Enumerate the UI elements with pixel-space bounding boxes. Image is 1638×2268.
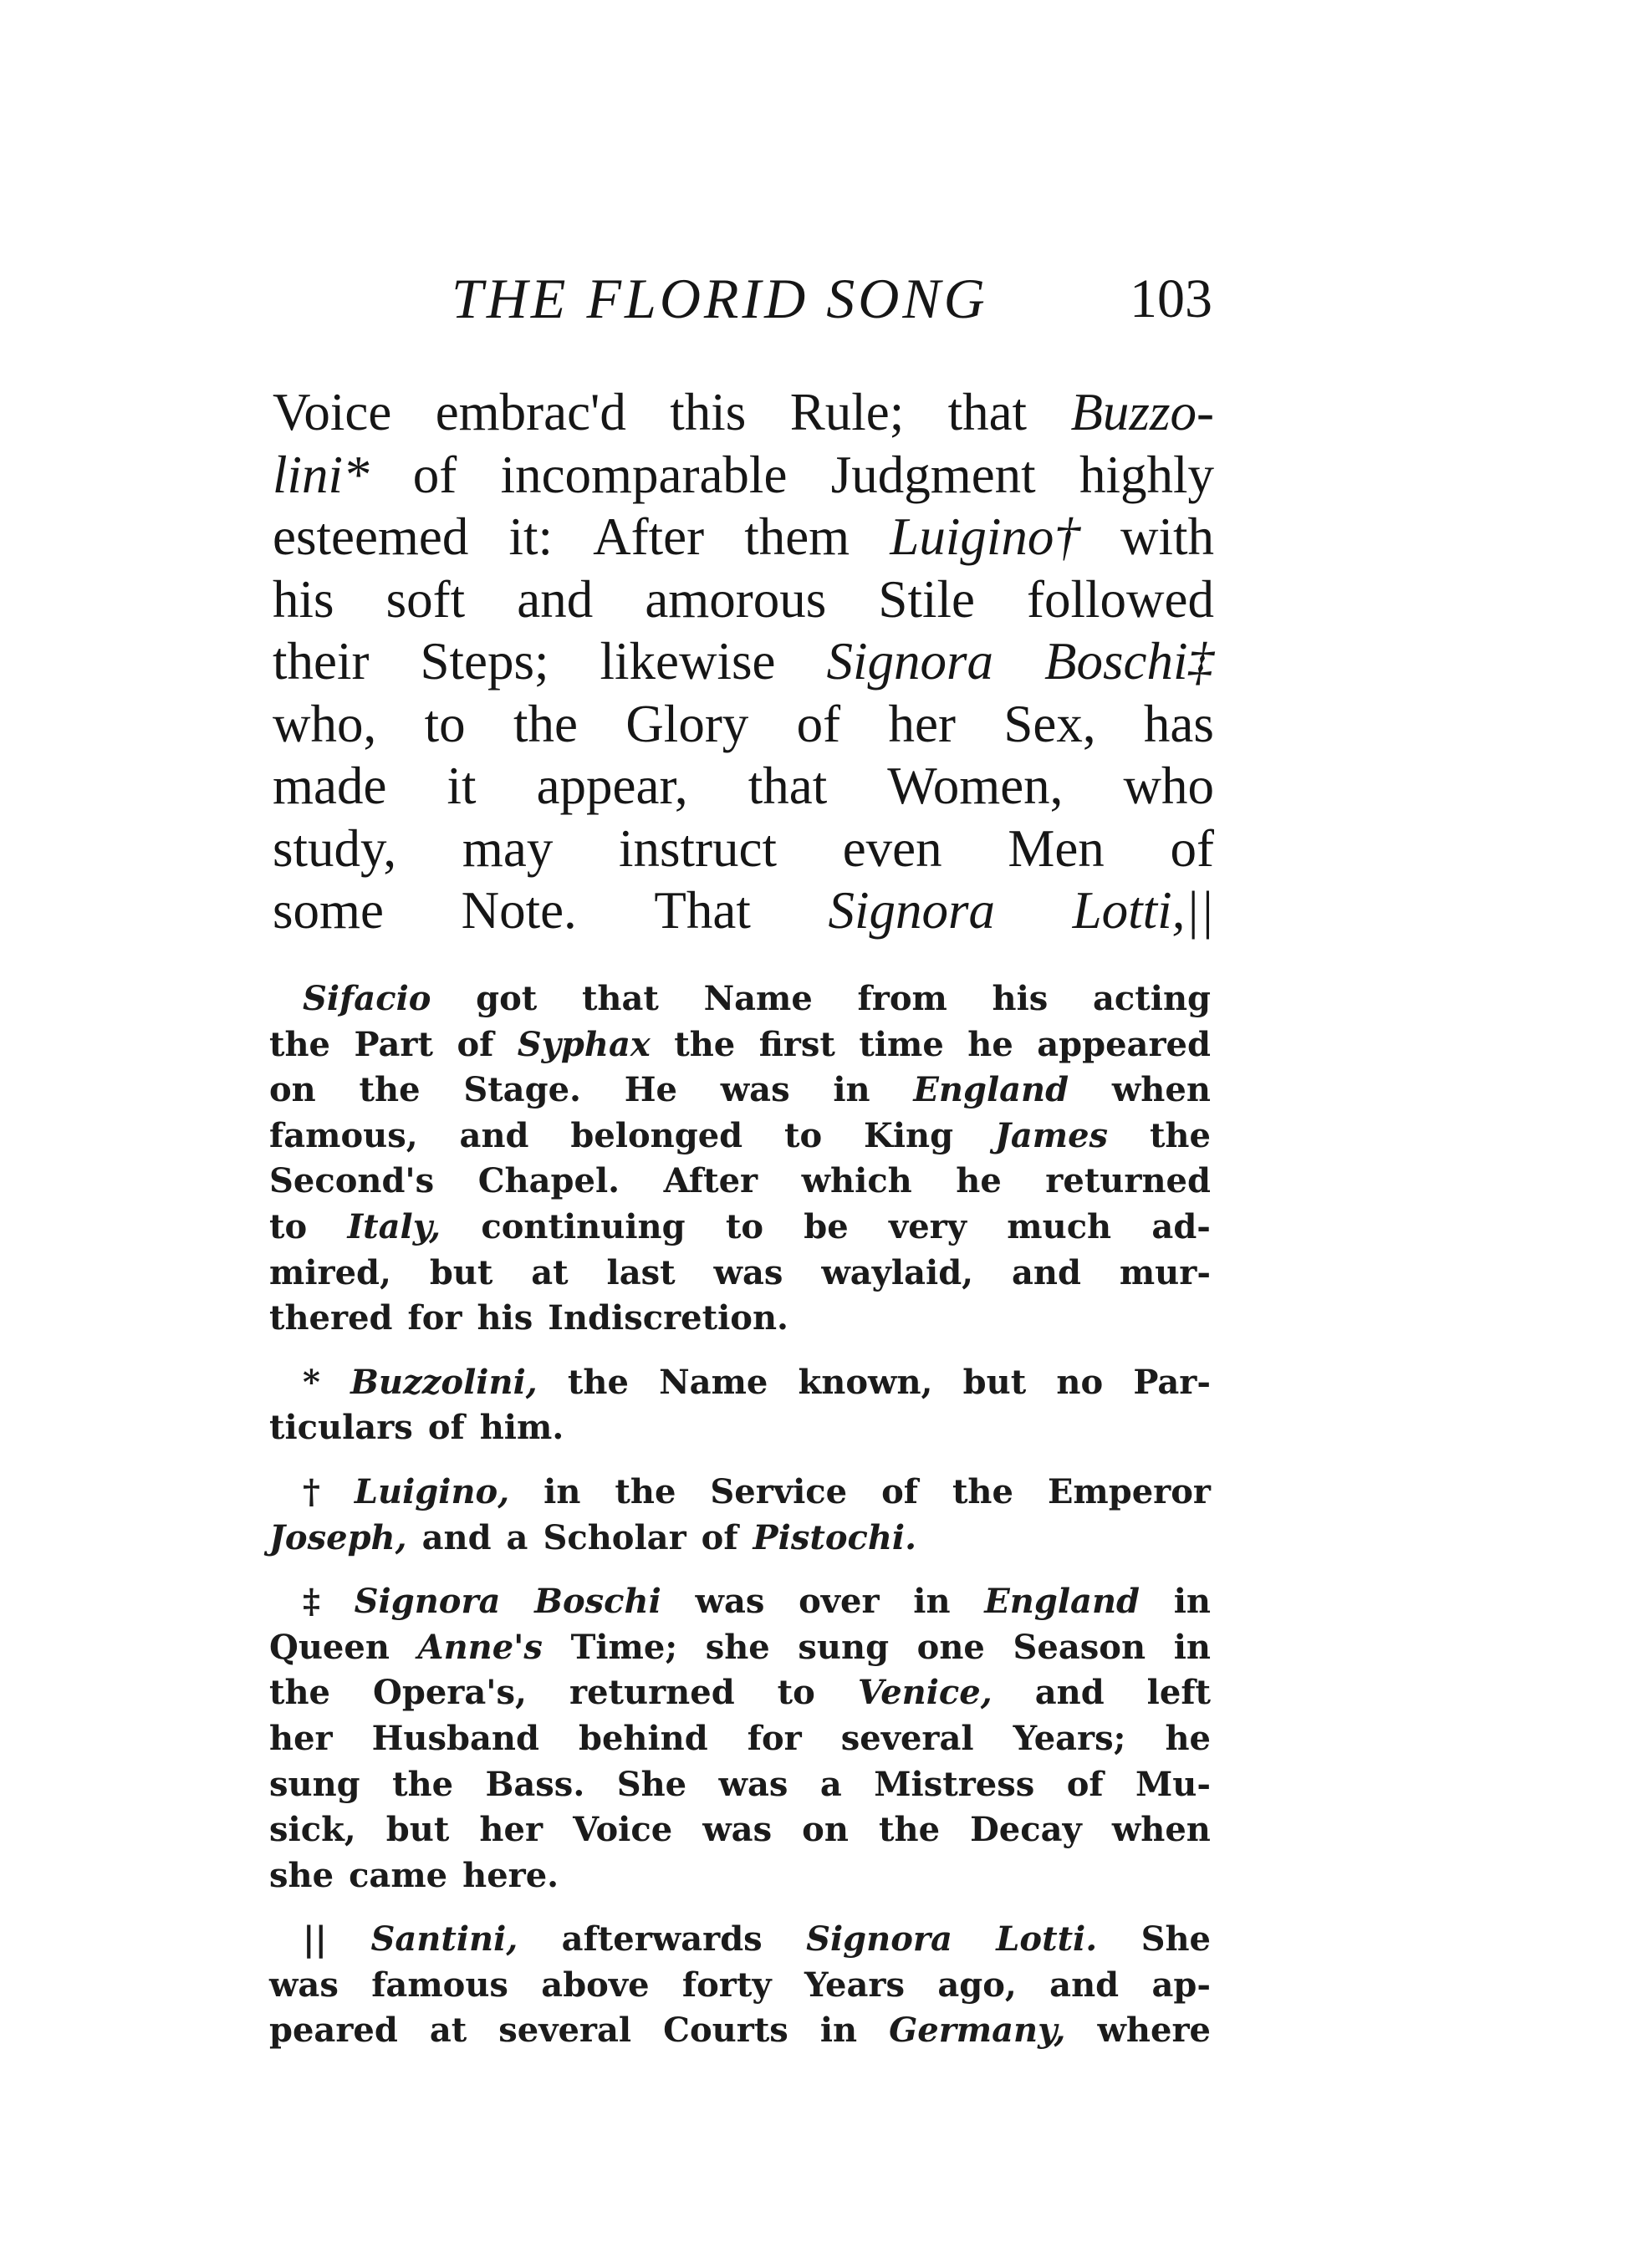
word: left xyxy=(1146,1673,1211,1713)
main-text xyxy=(273,381,1214,942)
word: returned xyxy=(569,1673,735,1713)
word: mired, xyxy=(269,1252,391,1292)
footnote-line xyxy=(269,1807,1211,1853)
word: Luigino† xyxy=(890,507,1080,566)
word: and xyxy=(1049,1965,1120,2005)
word: followed xyxy=(1027,569,1214,629)
word: above xyxy=(541,1965,650,2005)
word: a xyxy=(819,1764,842,1804)
word: highly xyxy=(1079,445,1214,504)
word: the xyxy=(615,1471,676,1511)
word: here. xyxy=(462,1855,559,1895)
word: that xyxy=(748,757,828,815)
word: at xyxy=(531,1252,569,1292)
word: forty xyxy=(681,1965,772,2005)
word: Queen xyxy=(269,1627,390,1667)
word: the xyxy=(269,1673,331,1713)
word: Glory xyxy=(625,694,749,753)
word: Signora xyxy=(826,632,994,691)
footnote-line xyxy=(269,976,1211,1022)
word: Scholar xyxy=(543,1517,686,1557)
word: Name xyxy=(659,1362,768,1402)
word: Judgment xyxy=(830,445,1036,504)
word: first xyxy=(758,1024,835,1064)
word: Sex, xyxy=(1003,694,1096,753)
word: peared xyxy=(269,2011,398,2051)
word: of xyxy=(881,1471,918,1511)
footnote-line xyxy=(269,1625,1211,1671)
word: in xyxy=(819,2011,858,2051)
word: thered xyxy=(269,1298,393,1338)
footnotes xyxy=(269,976,1211,2054)
footnote-line xyxy=(269,1853,1211,1899)
word: several xyxy=(840,1718,974,1758)
word: Syphax xyxy=(517,1024,651,1064)
word: the xyxy=(513,694,578,753)
word: sung xyxy=(798,1627,890,1667)
word: with xyxy=(1120,507,1214,566)
word: her xyxy=(888,694,956,753)
word: Steps; xyxy=(420,632,549,691)
word: Men xyxy=(1008,818,1105,878)
word: That xyxy=(654,881,751,940)
word: her xyxy=(269,1718,333,1758)
word: one xyxy=(916,1627,985,1667)
text-line xyxy=(273,506,1214,568)
word: acting xyxy=(1093,979,1211,1018)
footnote-line xyxy=(269,1022,1211,1068)
word: likewise xyxy=(600,632,776,691)
footnote xyxy=(269,976,1211,1342)
footnote-line xyxy=(269,1716,1211,1762)
word: Voice xyxy=(573,1810,673,1850)
word: at xyxy=(429,2011,467,2051)
footnote-line xyxy=(269,1670,1211,1716)
footnote-line xyxy=(269,1963,1211,2009)
footnote-line xyxy=(269,1579,1211,1625)
footnote-line xyxy=(269,2008,1211,2054)
word: sung xyxy=(269,1764,360,1804)
word: ad- xyxy=(1151,1206,1211,1246)
word: incomparable xyxy=(500,445,788,504)
word: that xyxy=(947,383,1028,441)
word: the xyxy=(392,1764,454,1804)
word: of xyxy=(1066,1764,1104,1804)
word: the xyxy=(879,1810,941,1850)
word: but xyxy=(962,1362,1027,1402)
word: Sifacio xyxy=(303,979,431,1018)
word: was xyxy=(718,1764,788,1804)
word: came xyxy=(349,1855,448,1895)
word: Italy, xyxy=(347,1206,441,1246)
word: and xyxy=(421,1517,492,1557)
word: and xyxy=(1034,1673,1105,1713)
word: famous, xyxy=(269,1115,418,1155)
running-head xyxy=(276,266,1212,341)
word: Emperor xyxy=(1047,1471,1211,1511)
word: where xyxy=(1097,2011,1211,2051)
word: he xyxy=(956,1161,1002,1201)
word: Buzzolini, xyxy=(350,1362,538,1402)
footnote-line xyxy=(269,1251,1211,1297)
word: instruct xyxy=(619,818,778,878)
word: the xyxy=(1149,1115,1211,1155)
word: be xyxy=(804,1206,849,1246)
word: has xyxy=(1143,694,1214,753)
word: was xyxy=(713,1252,783,1292)
word: a xyxy=(506,1517,528,1557)
word: and xyxy=(459,1115,529,1155)
word: Joseph, xyxy=(269,1517,407,1557)
word: in xyxy=(913,1582,951,1622)
word: study, xyxy=(273,818,397,878)
word: him. xyxy=(479,1408,564,1448)
word: Venice, xyxy=(857,1673,992,1713)
word: * xyxy=(303,1362,320,1402)
word: she xyxy=(705,1627,770,1667)
word: very xyxy=(888,1206,967,1246)
word: Rule; xyxy=(789,383,905,441)
word: famous xyxy=(371,1965,508,2005)
word: Par- xyxy=(1133,1362,1211,1402)
word: several xyxy=(498,2011,632,2051)
word: this xyxy=(670,383,747,441)
word: Anne's xyxy=(417,1627,543,1667)
word: Second's xyxy=(269,1161,435,1201)
word: Season xyxy=(1013,1627,1146,1667)
word: behind xyxy=(578,1718,708,1758)
word: may xyxy=(462,818,554,878)
word: and xyxy=(1012,1252,1081,1292)
word: of xyxy=(427,1408,465,1448)
word: Name xyxy=(703,979,813,1018)
word: Mu- xyxy=(1135,1764,1211,1804)
word: belonged xyxy=(570,1115,743,1155)
word: mur- xyxy=(1119,1252,1211,1292)
word: in xyxy=(1173,1582,1211,1622)
word: the xyxy=(359,1070,421,1110)
word: Chapel. xyxy=(477,1161,620,1201)
word: her xyxy=(479,1810,543,1850)
word: Mistress xyxy=(874,1764,1035,1804)
word: last xyxy=(606,1252,676,1292)
word: in xyxy=(543,1471,581,1511)
word: returned xyxy=(1045,1161,1211,1201)
word: of xyxy=(701,1517,738,1557)
word: Service xyxy=(710,1471,848,1511)
footnote-line xyxy=(269,1360,1211,1406)
word: to xyxy=(784,1115,823,1155)
word: from xyxy=(857,979,947,1018)
word: Voice xyxy=(273,383,392,441)
text-line xyxy=(273,444,1214,507)
text-line xyxy=(273,818,1214,880)
word: Stile xyxy=(878,569,975,629)
word: He xyxy=(624,1070,677,1110)
word: was xyxy=(269,1965,339,2005)
word: Signora xyxy=(354,1582,501,1622)
word: England xyxy=(984,1582,1140,1622)
word: he xyxy=(967,1024,1013,1064)
word: when xyxy=(1111,1070,1211,1110)
word: over xyxy=(799,1582,880,1622)
word: of xyxy=(457,1024,494,1064)
word: Years; xyxy=(1013,1718,1126,1758)
footnote-line xyxy=(269,1159,1211,1205)
word: on xyxy=(269,1070,316,1110)
word: the xyxy=(567,1362,629,1402)
word: appeared xyxy=(1037,1024,1211,1064)
word: was xyxy=(702,1810,773,1850)
word: for xyxy=(407,1298,462,1338)
word: Years xyxy=(804,1965,905,2005)
word: when xyxy=(1111,1810,1211,1850)
footnote-line xyxy=(269,1205,1211,1251)
word: ago, xyxy=(937,1965,1017,2005)
word: to xyxy=(777,1673,815,1713)
word: which xyxy=(801,1161,912,1201)
text-line xyxy=(273,693,1214,756)
word: who, xyxy=(273,694,377,753)
word: esteemed xyxy=(273,507,469,566)
word: amorous xyxy=(645,569,827,629)
word: but xyxy=(385,1810,450,1850)
word: Bass. xyxy=(485,1764,585,1804)
word: Luigino, xyxy=(354,1471,510,1511)
word: Buzzo- xyxy=(1070,383,1214,441)
word: Boschi xyxy=(534,1582,661,1622)
text-line xyxy=(273,879,1214,942)
word: his xyxy=(477,1298,533,1338)
word: to xyxy=(269,1206,308,1246)
word: † xyxy=(303,1471,320,1511)
word: Signora xyxy=(828,881,995,940)
word: some xyxy=(273,881,384,940)
footnote-line xyxy=(269,1516,1211,1562)
text-line xyxy=(273,755,1214,818)
word: got xyxy=(476,979,538,1018)
word: on xyxy=(802,1810,849,1850)
text-line xyxy=(273,568,1214,631)
word: it: xyxy=(508,507,554,566)
word: James xyxy=(994,1115,1109,1155)
footnote-line xyxy=(269,1068,1211,1114)
word: Santini, xyxy=(370,1919,518,1960)
word: in xyxy=(833,1070,870,1110)
footnote-line xyxy=(269,1917,1211,1963)
word: known, xyxy=(798,1362,933,1402)
word: soft xyxy=(385,569,466,629)
text-line xyxy=(273,381,1214,444)
word: the xyxy=(269,1024,331,1064)
word: it xyxy=(446,757,477,815)
word: sick, xyxy=(269,1810,356,1850)
word: who xyxy=(1123,757,1214,815)
word: Time; xyxy=(570,1627,678,1667)
word: Husband xyxy=(371,1718,539,1758)
word: Indiscretion. xyxy=(548,1298,788,1338)
word: She xyxy=(616,1764,687,1804)
word: waylaid, xyxy=(821,1252,974,1292)
word: Pistochi. xyxy=(753,1517,917,1557)
word: them xyxy=(744,507,850,566)
word: King xyxy=(864,1115,954,1155)
word: no xyxy=(1056,1362,1104,1402)
word: much xyxy=(1007,1206,1112,1246)
footnote xyxy=(269,1917,1211,2054)
word: even xyxy=(842,818,942,878)
word: his xyxy=(992,979,1049,1018)
word: in xyxy=(1173,1627,1211,1667)
word: Part xyxy=(354,1024,433,1064)
word: After xyxy=(663,1161,758,1201)
word: Opera's, xyxy=(373,1673,527,1713)
page-number: 103 xyxy=(1130,268,1212,329)
running-title: THE FLORID SONG xyxy=(452,267,988,330)
word: Women, xyxy=(887,757,1064,815)
word: for xyxy=(747,1718,802,1758)
word: Stage. xyxy=(463,1070,581,1110)
word: ticulars xyxy=(269,1408,413,1448)
word: she xyxy=(269,1855,334,1895)
word: the xyxy=(952,1471,1013,1511)
word: || xyxy=(303,1919,328,1960)
word: was xyxy=(720,1070,790,1110)
word: Courts xyxy=(663,2011,788,2051)
word: of xyxy=(1170,818,1214,878)
word: of xyxy=(412,445,457,504)
word: ‡ xyxy=(303,1582,320,1622)
word: embrac'd xyxy=(435,383,626,441)
footnote xyxy=(269,1579,1211,1898)
word: made xyxy=(273,757,387,815)
text-line xyxy=(273,630,1214,693)
word: Germany, xyxy=(889,2011,1066,2051)
word: their xyxy=(273,632,370,691)
footnote-line xyxy=(269,1470,1211,1516)
word: that xyxy=(581,979,659,1018)
footnote xyxy=(269,1360,1211,1451)
word: ap- xyxy=(1151,1965,1211,2005)
word: to xyxy=(725,1206,763,1246)
word: the xyxy=(674,1024,736,1064)
word: of xyxy=(796,694,841,753)
word: was xyxy=(695,1582,765,1622)
word: lini* xyxy=(273,445,370,504)
word: but xyxy=(429,1252,493,1292)
word: Boschi‡ xyxy=(1044,632,1214,691)
word: continuing xyxy=(481,1206,686,1246)
footnote xyxy=(269,1470,1211,1561)
footnote-line xyxy=(269,1405,1211,1451)
word: to xyxy=(424,694,466,753)
word: Lotti,|| xyxy=(1072,881,1214,940)
word: Decay xyxy=(970,1810,1082,1850)
word: he xyxy=(1165,1718,1211,1758)
word: Signora xyxy=(806,1919,952,1960)
word: his xyxy=(273,569,334,629)
word: She xyxy=(1140,1919,1211,1960)
footnote-line xyxy=(269,1762,1211,1808)
footnote-line xyxy=(269,1114,1211,1159)
word: After xyxy=(593,507,705,566)
word: England xyxy=(913,1070,1069,1110)
word: Note. xyxy=(461,881,577,940)
word: afterwards xyxy=(561,1919,763,1960)
word: time xyxy=(859,1024,944,1064)
word: Lotti. xyxy=(996,1919,1098,1960)
footnote-line xyxy=(269,1296,1211,1342)
word: appear, xyxy=(536,757,688,815)
word: and xyxy=(517,569,594,629)
